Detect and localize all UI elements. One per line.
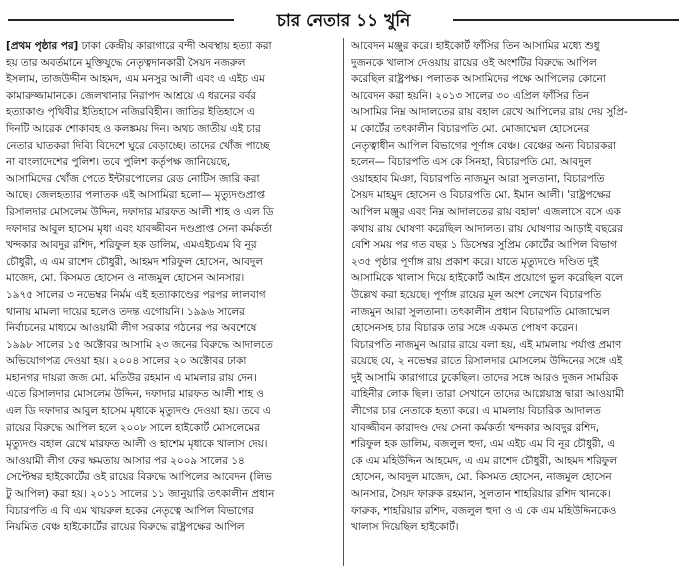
text-line [6,420,336,437]
text-line [6,187,336,204]
line-text: আবেদন মঞ্জুর করে। হাইকোর্ট ফাঁসির তিন আসামির মধ্যে শুধু [351,40,600,52]
text-line [6,171,336,188]
text-line [351,486,681,503]
line-text: খন্দকার আবদুর রশিদ, শরিফুল হক ডালিম, এমএইচএম বি নূর [6,239,257,252]
line-text: চৌধুরী, এ এম রাশেদ চৌধুরী, আহমদ শরিফুল হোসেন, আবদুল [6,255,264,268]
text-line [6,237,336,254]
text-line [351,71,681,88]
line-text: রিসালদার মোসলেম উদ্দিন, দফাদার মারফত আলী শাহ ও এল ডি [6,205,274,218]
line-text: ১৯৯৮ সালের ১৫ অক্টোবর আসামি ২৩ জনের বিরুদ্ধে আদালতে [6,338,273,351]
line-text: লীগের চার নেতাকে হত্যা করে। এ মামলায় বিচারিক আদালত [351,405,601,418]
line-text: বিচারপতি নাজমুন আরার রায়ে বলা হয়, এই মামলায় পর্যাপ্ত প্রমাণ [351,338,622,351]
line-text: আওয়ামী লীগ ফের ক্ষমতায় আসার পর ২০০৯ সালের ১৪ [6,454,245,467]
headline-bar [4,6,683,36]
line-text: দফাদার আবুল হাসেম মৃধা এবং যাবজ্জীবন দণ্ডপ্রাপ্ত সেনা কর্মকর্তা [6,222,273,235]
text-line [6,519,336,536]
headline-rule-right [453,19,679,21]
line-text: ফারুক, শাহরিয়ার রশিদ, বজলুল হুদা ও এ কে এম মহিউদ্দিনকেও [351,504,617,517]
line-text: মৃত্যুদণ্ড বহাল রেখে মারফত আলী ও হাশেম মৃধাকে খালাস দেয়। [6,438,268,451]
line-text: হোসেন, আবদুল মাজেদ, মো. কিসমত হোসেন, নাজমুল হোসেন [351,471,612,484]
line-text: থানায় মামলা দায়ের হলেও তদন্ত এগোয়নি। ১৯৯৬ সালের [6,305,245,318]
line-text: না বাংলাদেশের পুলিশ। তবে পুলিশ কর্তৃপক্ষ জানিয়েছে, [6,156,231,169]
text-line [6,154,336,171]
text-line [351,436,681,453]
line-text: যাবজ্জীবন কারাদণ্ড দেয় সেনা কর্মকর্তা খন্দকার আবদুর রশিদ, [351,421,600,434]
right-column [344,38,681,566]
text-line [6,38,336,55]
line-text: খালাস দিয়েছিল হাইকোর্ট। [351,521,459,534]
line-text: দিনটি আরেক শোকাবহ ও কলঙ্কময় দিন। অথচ জাতীয় এই চার [6,122,261,135]
line-text: ম কোর্টের তৎকালীন বিচারপতি মো. মোজাম্মেল হোসেনের [351,122,590,135]
line-text: মহানগর দায়রা জজ মো. মতিউর রহমান এ মামলার রায় দেন। [6,371,257,384]
text-line [6,453,336,470]
line-text: আবেদন করা হয়নি। ২০১৩ সালের ৩০ এপ্রিল ফাঁসির তিন [351,89,590,102]
line-text: মাজেদ, মো. কিসমত হোসেন ও নাজমুল হোসেন আনসার। [6,272,245,285]
line-text: উল্লেখ করা হয়েছে। পূর্ণাঙ্গ রায়ের মূল অংশ লেখেন বিচারপতি [351,288,602,301]
text-line [351,104,681,121]
text-line [351,154,681,171]
text-line [351,386,681,403]
text-line [351,519,681,536]
text-line [6,503,336,520]
text-line [6,221,336,238]
article-body [6,38,681,566]
text-line [6,403,336,420]
text-line [351,38,681,55]
text-line [6,138,336,155]
line-text: আনসার, সৈয়দ ফারুক রহমান, সুলতান শাহরিয়ার রশিদ খানকে। [351,488,611,501]
text-line [351,420,681,437]
text-line [6,287,336,304]
line-text: সেপ্টেম্বর হাইকোর্টের ওই রায়ের বিরুদ্ধে আপিলের আবেদন (লিভ [6,471,272,484]
line-text: ইসলাম, তাজউদ্দীন আহমদ, এম মনসুর আলী এবং এ এইচ এম [6,73,265,86]
text-line [6,254,336,271]
line-text: হত্যাকাণ্ড পৃথিবীর ইতিহাসে নজিরবিহীন। জাতির ইতিহাসে এ [6,106,255,119]
text-line [351,237,681,254]
text-line [351,320,681,337]
line-text: নির্বাচনের মাধ্যমে আওয়ামী লীগ সরকার গঠনের পর অবশেষে [6,322,257,335]
line-text: করেছিল রাষ্ট্রপক্ষ। পলাতক আসামিদের পক্ষে আপিলের কোনো [351,73,606,86]
text-line [351,337,681,354]
line-text: দুই আসামি কারাগারে ঢুকেছিল। তাদের সঙ্গে আরও দুজন সামরিক [351,371,618,384]
text-line [351,204,681,221]
text-line [351,254,681,271]
line-text: দুজনকে খালাস দেওয়ায় রায়ের ওই অংশটির বিরুদ্ধে আপিল [351,56,597,69]
line-text: নিয়মিত বেঞ্চ হাইকোর্টের রায়ের বিরুদ্ধে রাষ্ট্রপক্ষের আপিল [6,521,245,534]
text-line [351,304,681,321]
line-text: টু আপিল) করা হয়। ২০১১ সালের ১১ জানুয়ারি তৎকালীন প্রধান [6,488,275,501]
line-text: এল ডি দফাদার আবুল হাসেম মৃধাকে মৃত্যুদণ্ড দেওয়া হয়। তবে এ [6,405,271,418]
text-line [6,486,336,503]
text-line [351,287,681,304]
text-line [6,71,336,88]
text-line [351,55,681,72]
line-text: আছে। জেলহত্যার পলাতক এই আসামিরা হলো— মৃত্যুদণ্ডপ্রাপ্ত [6,189,265,202]
text-line [6,88,336,105]
text-line [6,436,336,453]
line-text: ঢাকা কেন্দ্রীয় কারাগারে বন্দী অবস্থায় হত্যা করা [81,40,272,52]
headline: চার নেতার ১১ খুনি [267,7,421,35]
text-line [6,337,336,354]
text-line [351,403,681,420]
line-text: হোসেনসহ চার বিচারক তার সঙ্গে একমত পোষণ করেন। [351,322,578,335]
line-text: নাজমুন আরা সুলতানা। তৎকালীন প্রধান বিচারপতি মোজাম্মেল [351,305,610,318]
text-line [351,187,681,204]
line-text: এতে রিসালদার মোসলেম উদ্দিন, দফাদার মারফত আলী শাহ ও [6,388,264,401]
line-text: অভিযোগপত্র দেওয়া হয়। ২০০৪ সালের ২০ অক্টোবর ঢাকা [6,355,247,368]
headline-rule-left [8,19,234,21]
line-text: বেশি সময় পর গত বছর ১ ডিসেম্বর সুপ্রিম কোর্টের আপিল বিভাগ [351,239,617,252]
text-line [351,221,681,238]
line-text: নেতৃত্বাধীন আপিল বিভাগের পূর্ণাঙ্গ বেঞ্চ। বেঞ্চের অন্য বিচারকরা [351,139,617,152]
text-line [6,270,336,287]
line-text: হয় তার অবর্তমানে মুক্তিযুদ্ধে নেতৃত্বদানকারী সৈয়দ নজরুল [6,56,246,69]
text-line [351,353,681,370]
text-line [6,370,336,387]
text-line [6,353,336,370]
text-line [6,121,336,138]
line-text: হলেন— বিচারপতি এস কে সিনহা, বিচারপতি মো. আবদুল [351,156,592,169]
text-line [351,121,681,138]
text-line [6,386,336,403]
line-text: আসামিদের খোঁজ পেতে ইন্টারপোলের রেড নোটিস জারি করা [6,172,260,185]
line-text: রয়েছে যে, ২ নভেম্বর রাতে রিসালদার মোসলেম উদ্দিনের সঙ্গে এই [351,355,623,368]
text-line [351,469,681,486]
text-line [6,204,336,221]
text-line [351,88,681,105]
line-text: সৈয়দ মাহমুদ হোসেন ও বিচারপতি মো. ইমান আলী। 'রাষ্ট্রপক্ষের [351,189,611,202]
text-line [351,138,681,155]
line-text: শরিফুল হক ডালিম, বজলুল হুদা, এম এইচ এম বি নূর চৌধুরী, এ [351,438,616,451]
line-text: বাহিনীর লোক ছিল। তারা সেখানে তাদের আগ্নেয়াস্ত্র দ্বারা আওয়ামী [351,388,624,401]
continuation-kicker: [প্রথম পৃষ্ঠার পর] [6,40,79,52]
line-text: কথায় রায় ঘোষণা করেছিল আদালত। রায় ঘোষণার আড়াই বছরের [351,222,623,235]
line-text: আপিল মঞ্জুর এবং নিম্ন আদালতের রায় বহাল' এজলাসে বসে এক [351,205,621,218]
text-line [351,171,681,188]
line-text: ওয়াহহাব মিঞা, বিচারপতি নাজমুন আরা সুলতানা, বিচারপতি [351,172,605,185]
text-line [6,320,336,337]
text-line [351,370,681,387]
text-line [6,104,336,121]
text-line [351,503,681,520]
line-text: বিচারপতি এ বি এম খায়রুল হকের নেতৃত্বে আপিল বিভাগের [6,504,254,517]
text-line [6,304,336,321]
text-line [351,270,681,287]
left-column [6,38,343,566]
text-line [6,469,336,486]
line-text: ১৯৭৫ সালের ৩ নভেম্বর নির্মম এই হত্যাকাণ্ডের পরপর লালবাগ [6,288,266,301]
line-text: কামারুজ্জামানকে। জেলখানার নিরাপদ আশ্রয়ে এ ধরনের বর্বর [6,89,257,102]
line-text: আসামিকে খালাস দিয়ে হাইকোর্ট আইন প্রয়োগে ভুল করেছিল বলে [351,272,623,285]
line-text: কে এম মহিউদ্দিন আহমেদ, এ এম রাশেদ চৌধুরী, আহমদ শরিফুল [351,454,618,467]
text-line [6,55,336,72]
line-text: রায়ের বিরুদ্ধে আপিল হলে ২০০৮ সালে হাইকোর্ট মোসলেমের [6,421,260,434]
line-text: ২৩৫ পৃষ্ঠার পূর্ণাঙ্গ রায় প্রকাশ করে। যাতে মৃত্যুদণ্ডে দণ্ডিত দুই [351,255,599,268]
line-text: আসামির নিম্ন আদালতের রায় বহাল রেখে আপিলের রায় দেয় সুপ্রি- [351,106,628,119]
line-text: নেতার ঘাতকরা দিব্যি বিদেশে ঘুরে বেড়াচ্ছে। তাদের খোঁজ পাচ্ছে [6,139,270,152]
text-line [351,453,681,470]
